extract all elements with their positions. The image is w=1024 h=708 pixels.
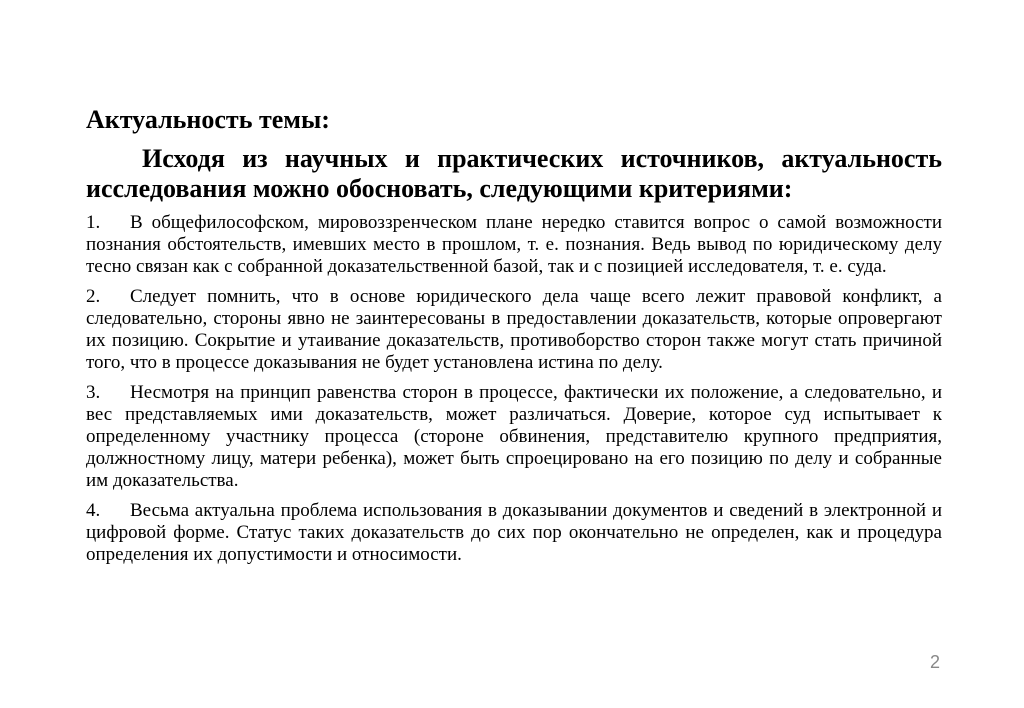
item-number: 4.: [86, 500, 101, 521]
item-text: В общефилософском, мировоззренческом плане нередко ставится вопрос о самой возможности познания обстоятельств, имевших место в прошлом, т. е. познания. Ведь вывод по юридическому делу тесно связан как с собранной доказательственной базой, так и с позицией исследователя, т. е. суда.: [86, 212, 942, 277]
item-number: 2.: [86, 286, 101, 307]
criteria-item: [86, 212, 942, 278]
criteria-item: [86, 286, 942, 374]
item-text: Весьма актуальна проблема использования в доказывании документов и сведений в электронной и цифровой форме. Статус таких доказательств до сих пор окончательно не определен, как и процедура определения их допустимости и относимости.: [86, 500, 942, 565]
item-text: Несмотря на принцип равенства сторон в процессе, фактически их положение, а следовательно, и вес представляемых ими доказательств, может различаться. Доверие, которое суд испытывает к определенному участнику процесса (стороне обвинения, представителю крупного предприятия, должностному лицу, матери ребенка), может быть спроецировано на его позицию по делу и собранные им доказательства.: [86, 382, 942, 491]
slide-content: [86, 104, 942, 574]
criteria-item: [86, 500, 942, 566]
item-text: Следует помнить, что в основе юридического дела чаще всего лежит правовой конфликт, а следовательно, стороны явно не заинтересованы в предоставлении доказательств, которые опровергают их позицию. Сокрытие и утаивание доказательств, противоборство сторон также могут стать причиной того, что в процессе доказывания не будет установлена истина по делу.: [86, 286, 942, 373]
item-number: 3.: [86, 382, 101, 403]
criteria-item: [86, 382, 942, 492]
intro-paragraph: Исходя из научных и практических источников, актуальность исследования можно обосновать, следующими критериями:: [86, 144, 942, 203]
slide-title: Актуальность темы:: [86, 105, 330, 134]
item-number: 1.: [86, 212, 101, 233]
page-number: 2: [929, 652, 940, 672]
